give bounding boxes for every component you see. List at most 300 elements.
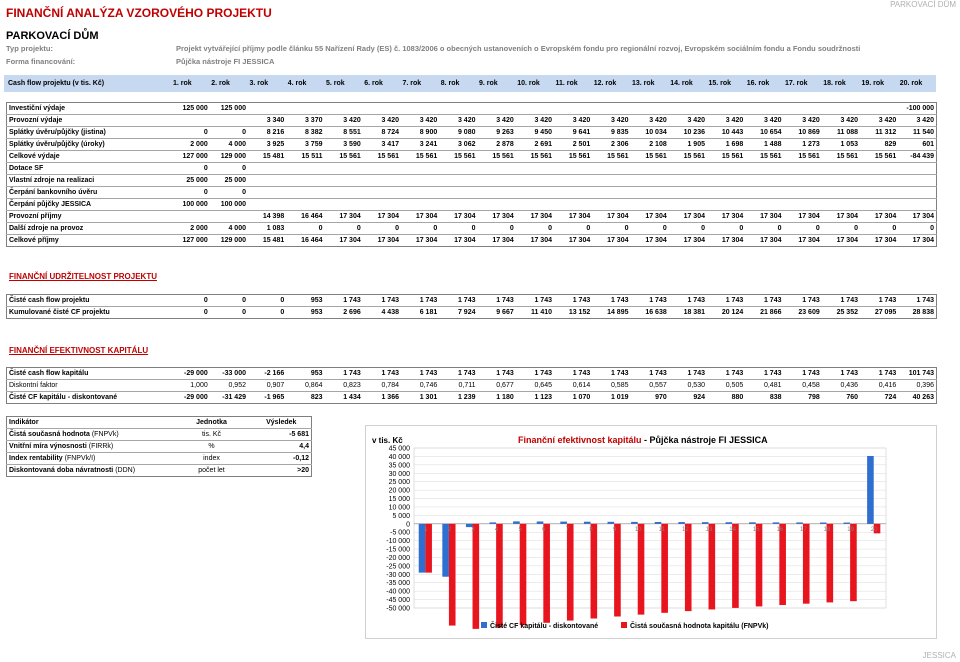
cell-value: 724 (860, 392, 898, 404)
cell-value: 9 080 (439, 127, 477, 139)
cell-value: 1 743 (878, 370, 897, 377)
cell-value (669, 163, 707, 175)
row-label: Čisté cash flow projektu (9, 297, 90, 304)
cell-value (516, 187, 554, 199)
row-label: Čisté CF kapitálu - diskontované (7, 392, 172, 404)
cell-value (745, 175, 783, 187)
cell-value: 3 420 (822, 115, 860, 127)
cell-value (248, 199, 286, 211)
indicator-header: Výsledek (266, 419, 297, 426)
cell-value: 0 (822, 223, 860, 235)
cell-value: 15 561 (592, 151, 630, 163)
y-tick-label: 0 (406, 521, 410, 529)
table-row (7, 380, 937, 392)
cell-value: 3 925 (248, 139, 286, 151)
bar-fnpv (473, 524, 480, 629)
cell-value: 2 691 (516, 139, 554, 151)
type-value: Projekt vytvářející příjmy podle článku 55 Nařízení Rady (ES) č. 1083/2006 o obecných ustanoveních o Evropském fondu pro regionální rozvoj, Evropském sociálním fondu a Fondu soudržnosti (176, 44, 861, 53)
bar-fnpv (779, 524, 786, 605)
cell-value (516, 199, 554, 211)
y-tick-label: -10 000 (386, 538, 410, 546)
indicator-value: >20 (252, 465, 312, 477)
cell-value: 9 263 (478, 127, 516, 139)
bar-cf (560, 522, 567, 524)
cell-value: 1 743 (649, 297, 667, 304)
cell-value (592, 175, 630, 187)
table-row (7, 127, 937, 139)
cell-value: 880 (707, 392, 745, 404)
cell-value (592, 103, 630, 115)
y-tick-label: 35 000 (388, 462, 410, 470)
cell-value: 1 083 (248, 223, 286, 235)
indicator-name: Vnitřní míra výnosnosti (9, 443, 87, 450)
cell-value (172, 115, 210, 127)
cell-value: 0 (784, 223, 822, 235)
cell-value: 17 304 (439, 235, 477, 247)
cell-value: 2 878 (478, 139, 516, 151)
cell-value: 13 152 (554, 307, 592, 319)
cell-value: 11 088 (822, 127, 860, 139)
cell-value: 27 095 (860, 307, 898, 319)
cell-value: 3 417 (363, 139, 401, 151)
cell-value: 1,000 (172, 380, 210, 392)
cell-value: 15 561 (478, 151, 516, 163)
cell-value (516, 175, 554, 187)
sustain-title: FINANČNÍ UDRŽITELNOST PROJEKTU (9, 272, 157, 281)
year-header: 1. rok (173, 80, 192, 87)
cell-value (631, 163, 669, 175)
row-label: Splátky úvěru/půjčky (úroky) (7, 139, 172, 151)
cell-value: 25 000 (172, 175, 210, 187)
cell-value (631, 187, 669, 199)
bar-cf (749, 522, 756, 523)
row-label: Další zdroje na provoz (7, 223, 172, 235)
indicator-row (7, 465, 312, 477)
row-label: Celkové příjmy (7, 235, 172, 247)
cell-value: 17 304 (592, 235, 630, 247)
cashflow-header-table (6, 78, 936, 89)
sustain-table (6, 294, 937, 319)
cell-value (898, 175, 936, 187)
cell-value: 15 561 (325, 151, 363, 163)
cell-value: 8 382 (286, 127, 324, 139)
bar-cf (726, 522, 733, 524)
cell-value: 1 743 (687, 297, 705, 304)
cell-value: 0 (401, 223, 439, 235)
row-label: Dotace SF (7, 163, 172, 175)
y-unit-label: v tis. Kč (372, 436, 403, 445)
x-tick-label: 1 (424, 526, 428, 533)
x-tick-label: 10 (634, 526, 642, 533)
cell-value (707, 187, 745, 199)
bar-fnpv (591, 524, 598, 619)
cell-value (286, 199, 324, 211)
bar-fnpv (449, 524, 456, 626)
cell-value: 15 561 (516, 151, 554, 163)
chart-title (518, 435, 768, 445)
y-tick-label: -45 000 (386, 597, 410, 605)
legend-swatch (621, 622, 627, 628)
cell-value: 924 (669, 392, 707, 404)
cell-value: 0 (363, 223, 401, 235)
table-row (7, 139, 937, 151)
year-header: 8. rok (440, 80, 460, 87)
cell-value: -29 000 (184, 370, 208, 377)
y-tick-label: 30 000 (388, 470, 410, 478)
cell-value: 17 304 (554, 211, 592, 223)
cell-value: 0 (325, 223, 363, 235)
bar-fnpv (685, 524, 692, 611)
year-header: 2. rok (211, 80, 230, 87)
efficiency-chart (366, 426, 936, 638)
year-header: 13. rok (632, 80, 655, 87)
cell-value: 11 312 (860, 127, 898, 139)
cell-value: 1 239 (439, 392, 477, 404)
cell-value: 2 696 (325, 307, 363, 319)
cell-value: -31 429 (210, 392, 248, 404)
indicator-value: 4,4 (252, 441, 312, 453)
y-tick-label: -35 000 (386, 580, 410, 588)
cell-value (478, 175, 516, 187)
cell-value (439, 199, 477, 211)
bar-cf (796, 522, 803, 523)
cell-value: 127 000 (172, 151, 210, 163)
y-tick-label: 15 000 (388, 496, 410, 504)
cell-value: 8 724 (363, 127, 401, 139)
cell-value: 1 743 (381, 370, 399, 377)
cell-value: 6 181 (401, 307, 439, 319)
y-tick-label: 40 000 (388, 453, 410, 461)
cell-value: 14 895 (592, 307, 630, 319)
cell-value (592, 163, 630, 175)
cell-value: 0 (242, 297, 246, 304)
cell-value: 15 561 (745, 151, 783, 163)
cell-value: 15 561 (363, 151, 401, 163)
cell-value: 18 381 (669, 307, 707, 319)
cell-value (554, 103, 592, 115)
year-header: 15. rok (708, 80, 732, 87)
chart-container (365, 425, 937, 639)
indicator-header: Jednotka (196, 419, 227, 426)
cell-value: 15 561 (554, 151, 592, 163)
cell-value: 0 (280, 297, 285, 304)
cell-value (363, 199, 401, 211)
cell-value: -33 000 (222, 370, 246, 377)
cell-value (439, 175, 477, 187)
cell-value: 0 (669, 223, 707, 235)
cell-value: 1 743 (496, 297, 514, 304)
row-label: Vlastní zdroje na realizaci (7, 175, 172, 187)
cell-value: 28 838 (898, 307, 936, 319)
cell-value: 829 (860, 139, 898, 151)
cell-value (554, 199, 592, 211)
cell-value: 23 609 (784, 307, 822, 319)
cell-value: 1 053 (822, 139, 860, 151)
cell-value: 1 123 (516, 392, 554, 404)
cell-value: 2 306 (592, 139, 630, 151)
year-header: 5. rok (326, 80, 345, 87)
x-tick-label: 19 (847, 526, 854, 533)
row-label: Splátky úvěru/půjčky (jistina) (7, 127, 172, 139)
cell-value (860, 187, 898, 199)
cell-value: 15 561 (669, 151, 707, 163)
cashflow-table (6, 102, 937, 247)
cell-value: 17 304 (898, 235, 936, 247)
bar-fnpv (658, 524, 668, 613)
row-label: Diskontní faktor (7, 380, 172, 392)
cell-value (478, 199, 516, 211)
cell-value: 15 561 (707, 151, 745, 163)
cell-value: 17 304 (669, 211, 707, 223)
y-tick-label: 5 000 (392, 512, 410, 520)
cell-value: 8 551 (325, 127, 363, 139)
bar-fnpv (614, 524, 621, 617)
y-tick-label: -25 000 (386, 563, 410, 571)
cell-value (286, 175, 324, 187)
cell-value (401, 163, 439, 175)
cell-value (439, 163, 477, 175)
cell-value: 16 464 (286, 211, 324, 223)
cell-value: 0,677 (478, 380, 516, 392)
year-header: 12. rok (593, 80, 617, 87)
cell-value (822, 187, 860, 199)
table-row (7, 175, 937, 187)
cell-value: 3 241 (401, 139, 439, 151)
bar-cf (702, 522, 709, 524)
y-tick-label: 25 000 (388, 479, 410, 487)
cell-value: 17 304 (860, 211, 898, 223)
cell-value: 0,481 (745, 380, 783, 392)
cell-value: 9 450 (516, 127, 554, 139)
row-label: Provozní příjmy (7, 211, 172, 223)
cell-value: 3 420 (478, 115, 516, 127)
cell-value: 0,458 (784, 380, 822, 392)
cell-value: 17 304 (631, 235, 669, 247)
cell-value: 970 (631, 392, 669, 404)
cell-value: 3 420 (745, 115, 783, 127)
cell-value: 9 835 (592, 127, 630, 139)
x-tick-label: 6 (542, 526, 546, 533)
cell-value (707, 103, 745, 115)
cell-value: 0,645 (516, 380, 554, 392)
cell-value: 1 743 (840, 370, 858, 377)
cell-value: 1 743 (802, 297, 820, 304)
cell-value: 0 (210, 307, 248, 319)
cell-value: 3 420 (669, 115, 707, 127)
cell-value: -2 166 (264, 370, 285, 377)
cell-value: 9 641 (554, 127, 592, 139)
cell-value: 3 420 (860, 115, 898, 127)
cell-value: 1 743 (496, 370, 514, 377)
cell-value: 0 (172, 163, 210, 175)
cell-value: 0 (210, 127, 248, 139)
cell-value: 0 (592, 223, 630, 235)
cell-value (172, 211, 210, 223)
x-tick-label: 17 (800, 526, 807, 533)
cell-value (898, 199, 936, 211)
cell-value: 16 638 (631, 307, 669, 319)
cell-value (860, 199, 898, 211)
cell-value: 0,907 (248, 380, 286, 392)
cell-value: 953 (310, 297, 323, 304)
cell-value: 1 743 (725, 297, 744, 304)
legend-label: Čistá současná hodnota kapitálu (FNPVk) (630, 623, 769, 630)
y-tick-label: -40 000 (386, 588, 410, 596)
indicator-abbr: (FNPVk/I) (62, 455, 96, 462)
table-row (7, 235, 937, 247)
cell-value: 0,711 (439, 380, 477, 392)
cell-value: 4 000 (210, 223, 248, 235)
year-header: 6. rok (364, 80, 383, 87)
table-row (7, 199, 937, 211)
indicator-value: -5 681 (252, 429, 312, 441)
cell-value: 1 366 (363, 392, 401, 404)
cell-value: 11 540 (898, 127, 936, 139)
cell-value (286, 103, 324, 115)
cell-value (784, 103, 822, 115)
cell-value (325, 103, 363, 115)
bar-cf (490, 522, 497, 523)
year-header: 18. rok (823, 80, 846, 87)
cell-value (401, 187, 439, 199)
indicator-table (6, 416, 312, 477)
cell-value: 1 743 (763, 297, 782, 304)
cell-value: 17 304 (478, 235, 516, 247)
cell-value: 1 743 (457, 297, 476, 304)
cell-value (822, 103, 860, 115)
cell-value (325, 175, 363, 187)
cell-value: 14 398 (248, 211, 286, 223)
cell-value: 15 561 (631, 151, 669, 163)
cell-value: 17 304 (669, 235, 707, 247)
cell-value: 0,505 (707, 380, 745, 392)
row-label: Kumulované čisté CF projektu (7, 307, 172, 319)
cell-value (631, 103, 669, 115)
x-tick-label: 7 (565, 526, 570, 533)
cell-value: 17 304 (745, 211, 783, 223)
table-row (7, 163, 937, 175)
cell-value: 1 698 (707, 139, 745, 151)
bar-fnpv (567, 524, 574, 621)
cell-value: 1 743 (534, 370, 552, 377)
year-header: 4. rok (287, 80, 307, 87)
cell-value: 0 (248, 307, 286, 319)
cell-value (286, 187, 324, 199)
cell-value: 10 236 (669, 127, 707, 139)
cell-value: 838 (745, 392, 783, 404)
year-header: 16. rok (746, 80, 770, 87)
cell-value: 125 000 (182, 105, 208, 112)
indicator-name: Index rentability (9, 455, 63, 462)
cell-value: 17 304 (478, 211, 516, 223)
cell-value: 17 304 (592, 211, 630, 223)
cell-value: 1 301 (401, 392, 439, 404)
cell-value: 100 000 (172, 199, 210, 211)
bar-fnpv (827, 524, 834, 603)
cell-value: 8 216 (248, 127, 286, 139)
cell-value (707, 175, 745, 187)
cell-value: 3 420 (325, 115, 363, 127)
cell-value: 17 304 (822, 235, 860, 247)
cell-value: 17 304 (516, 211, 554, 223)
cell-value: -100 000 (906, 105, 934, 112)
indicator-row (7, 441, 312, 453)
row-label: Provozní výdaje (7, 115, 172, 127)
cell-value: 3 420 (516, 115, 554, 127)
indicator-unit: tis. Kč (172, 429, 252, 441)
cell-value: 0,952 (210, 380, 248, 392)
cell-value: 3 420 (401, 115, 439, 127)
cell-value: 1 070 (554, 392, 592, 404)
indicator-header-row (7, 417, 312, 429)
cell-value (439, 103, 477, 115)
y-tick-label: -50 000 (386, 605, 410, 613)
x-tick-label: 18 (823, 526, 831, 533)
bar-fnpv (732, 524, 739, 608)
y-tick-label: 45 000 (388, 445, 410, 453)
cell-value: 0,823 (325, 380, 363, 392)
bar-fnpv (496, 524, 503, 628)
cell-value (363, 175, 401, 187)
cell-value: 1 743 (840, 297, 858, 304)
cell-value (363, 163, 401, 175)
x-tick-label: 11 (658, 526, 665, 533)
bar-cf (867, 456, 874, 524)
cell-value: 0 (210, 187, 248, 199)
table-row (7, 151, 937, 163)
cell-value: 2 000 (172, 223, 210, 235)
cell-value: 3 420 (363, 115, 401, 127)
cell-value: 2 501 (554, 139, 592, 151)
cell-value (554, 163, 592, 175)
cell-value (707, 163, 745, 175)
cell-value: 0,784 (363, 380, 401, 392)
plot-area (414, 448, 886, 608)
cell-value: 601 (898, 139, 936, 151)
cell-value: 1 743 (343, 297, 361, 304)
cell-value (554, 187, 592, 199)
cell-value: 1 743 (457, 370, 476, 377)
cell-value (286, 163, 324, 175)
cell-value: 17 304 (898, 211, 936, 223)
corner-label: PARKOVACÍ DŮM (890, 0, 956, 9)
cell-value (516, 103, 554, 115)
cell-value (478, 103, 516, 115)
efficiency-table (6, 367, 937, 404)
cell-value: 0 (745, 223, 783, 235)
indicator-abbr: (DDN) (113, 467, 136, 474)
cell-value: 3 420 (554, 115, 592, 127)
legend-label: Čisté CF kapitálu - diskontované (490, 623, 599, 630)
year-header: 11. rok (555, 80, 578, 87)
bar-fnpv (756, 524, 763, 607)
cell-value: 1 019 (592, 392, 630, 404)
cell-value: 1 743 (649, 370, 667, 377)
cell-value (669, 199, 707, 211)
cell-value: 1 743 (610, 370, 629, 377)
cell-value (631, 175, 669, 187)
row-label: Čerpání bankovního úvěru (7, 187, 172, 199)
x-tick-label: 13 (705, 526, 713, 533)
cell-value: 3 370 (286, 115, 324, 127)
cell-value (745, 103, 783, 115)
cell-value (325, 199, 363, 211)
cell-value: 0 (286, 223, 324, 235)
bar-fnpv (543, 524, 550, 623)
row-label: Investiční výdaje (9, 105, 66, 112)
cell-value: 17 304 (707, 235, 745, 247)
row-label: Čerpání půjčky JESSICA (7, 199, 172, 211)
